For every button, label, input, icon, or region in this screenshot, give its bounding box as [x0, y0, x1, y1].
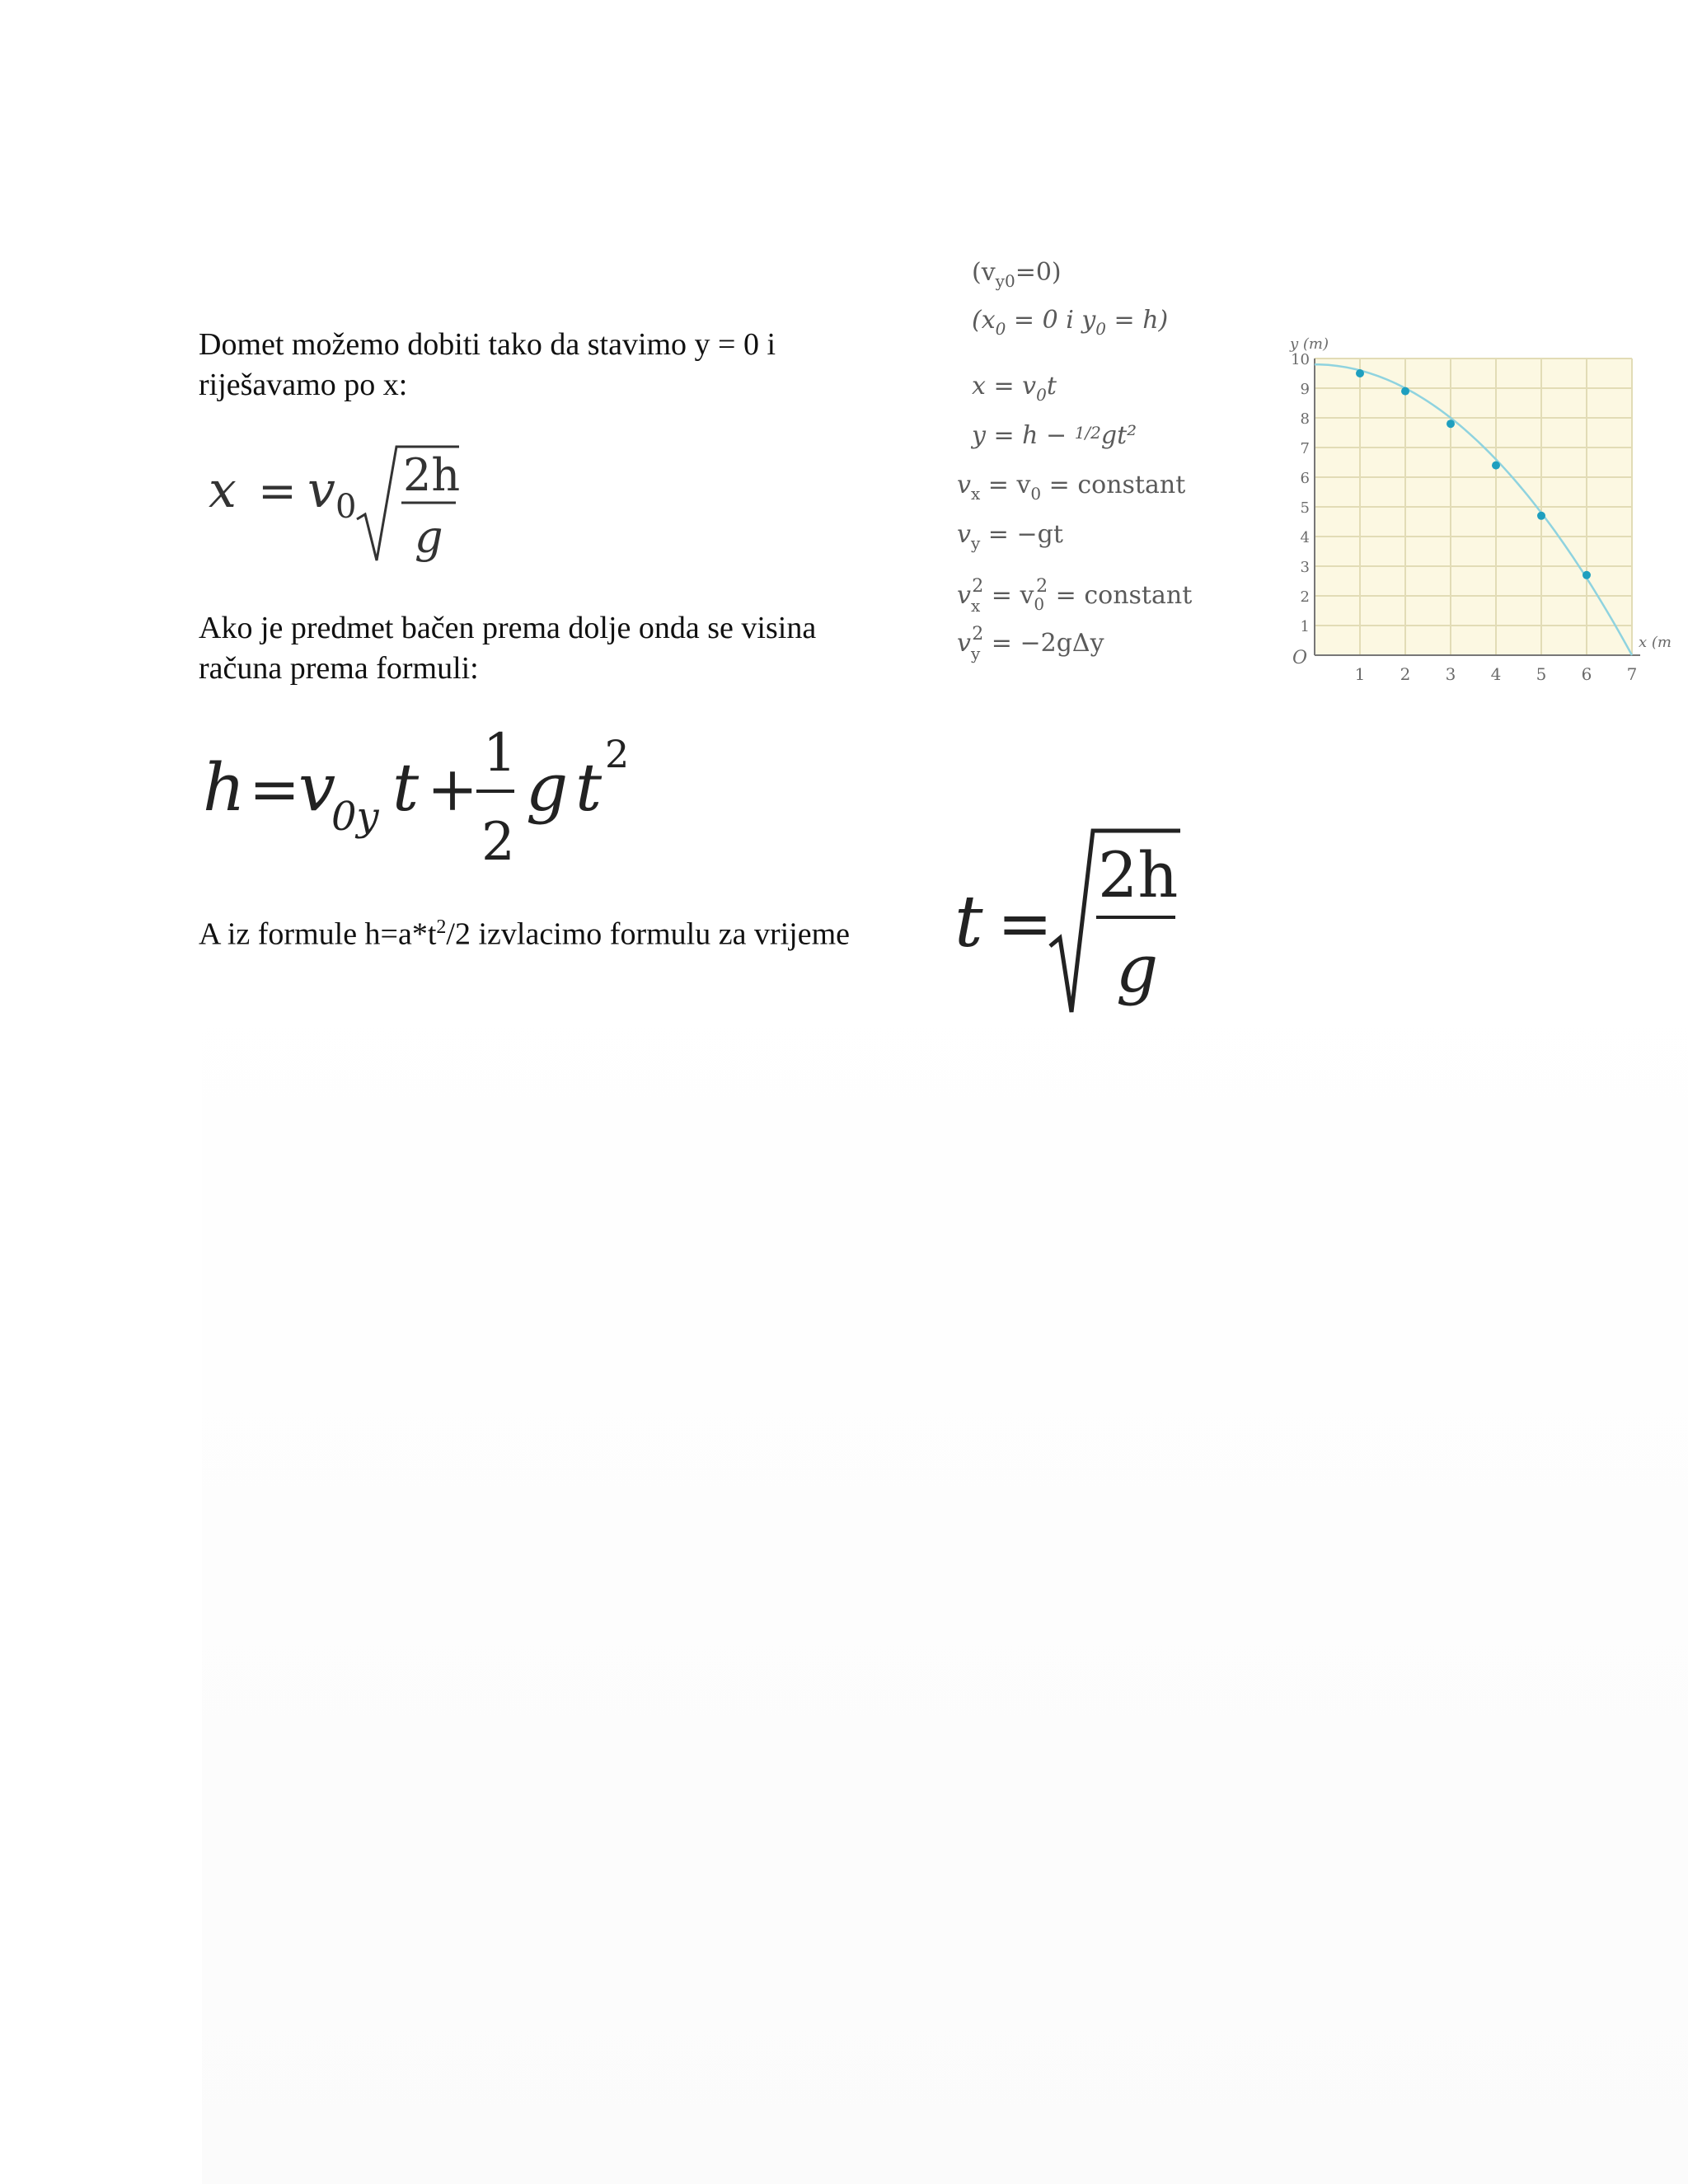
equation-line: $(v_{y0}=0)$ — [972, 258, 1062, 291]
formula-time — [948, 823, 1195, 1020]
formula-symbol: t — [575, 749, 603, 826]
x-tick-label: 7 — [1626, 664, 1638, 684]
data-point — [1401, 387, 1409, 396]
y-tick-label: 3 — [1300, 559, 1310, 576]
formula-symbol: + — [427, 754, 479, 825]
formula-symbol: x — [209, 462, 237, 519]
formula-numerator: 2h — [403, 449, 461, 501]
x-tick-label: 3 — [1445, 664, 1456, 684]
paragraph-range — [199, 325, 776, 405]
formula-denominator: g — [415, 511, 443, 563]
data-point — [1447, 419, 1455, 428]
y-axis-label: y (m) — [1290, 335, 1329, 353]
formula-symbol: v — [307, 462, 335, 519]
text-fragment: A iz formule h=a*t — [199, 916, 437, 952]
y-tick-label: 7 — [1300, 440, 1310, 457]
equation-line: ($x_0 = 0$ i $y_0 = h$) — [972, 306, 1169, 339]
paragraph-time — [199, 907, 850, 955]
formula-symbol: h — [203, 749, 246, 826]
y-tick-label: 1 — [1300, 618, 1310, 635]
formula-superscript: 2 — [605, 732, 630, 776]
formula-denominator: 2 — [481, 812, 515, 873]
formula-symbol: g — [526, 749, 569, 826]
formula-numerator: 2h — [1098, 838, 1179, 912]
formula-subscript: 0y — [331, 794, 379, 840]
data-point — [1582, 571, 1591, 579]
x-tick-label: 5 — [1536, 664, 1547, 684]
text-fragment: /2 izvlacimo formulu za vrijeme — [446, 916, 851, 952]
x-tick-label: 2 — [1400, 664, 1411, 684]
text-line — [199, 907, 850, 955]
origin-label: O — [1292, 648, 1308, 668]
y-tick-label: 5 — [1300, 499, 1310, 517]
x-tick-label: 4 — [1490, 664, 1502, 684]
equation-line: $v_y = -gt$ — [957, 520, 1063, 553]
equation-line: $v_x = v_0$ = constant — [957, 471, 1186, 504]
formula-numerator: 1 — [483, 723, 517, 784]
equation-line: $v_x2 = v_02$ = constant — [957, 576, 1193, 616]
formula-symbol: = — [258, 465, 297, 518]
equation-line: $v_y2 = -2g\Delta y$ — [957, 624, 1104, 663]
paragraph-downward — [199, 608, 816, 689]
x-tick-label: 1 — [1354, 664, 1366, 684]
formula-symbol: v — [298, 749, 336, 826]
formula-symbol: = — [249, 754, 301, 825]
text-line: Domet možemo dobiti tako da stavimo y = 0 i — [199, 327, 776, 362]
trajectory-chart — [1282, 326, 1688, 696]
page-background — [202, 948, 1688, 2184]
y-tick-label: 9 — [1300, 381, 1310, 398]
x-tick-label: 6 — [1581, 664, 1592, 684]
x-axis-label: x (m — [1639, 634, 1672, 651]
formula-symbol: = — [997, 885, 1053, 962]
chart-svg — [1282, 326, 1688, 696]
equation-line: y = h − $^{1/2}$gt² — [972, 421, 1137, 450]
formula-symbol: t — [954, 881, 983, 963]
y-tick-label: 4 — [1300, 529, 1310, 546]
formula-subscript: 0 — [335, 488, 357, 526]
formula-denominator: g — [1116, 930, 1159, 1007]
formula-range — [202, 437, 474, 577]
y-tick-label: 8 — [1300, 410, 1310, 428]
text-line: računa prema formuli: — [199, 651, 479, 686]
y-tick-label: 10 — [1291, 351, 1310, 368]
equations-list — [952, 247, 1282, 676]
data-point — [1537, 512, 1545, 520]
data-point — [1356, 369, 1364, 377]
text-line: riješavamo po x: — [199, 368, 408, 402]
y-tick-label: 2 — [1300, 588, 1310, 606]
superscript: 2 — [436, 916, 447, 938]
y-tick-label: 6 — [1300, 470, 1310, 487]
formula-height-downward — [198, 713, 659, 878]
formula-symbol: t — [392, 749, 420, 826]
data-point — [1492, 462, 1500, 470]
text-line: Ako je predmet bačen prema dolje onda se visina — [199, 611, 817, 645]
equation-line: $x = v_0t$ — [972, 372, 1057, 405]
